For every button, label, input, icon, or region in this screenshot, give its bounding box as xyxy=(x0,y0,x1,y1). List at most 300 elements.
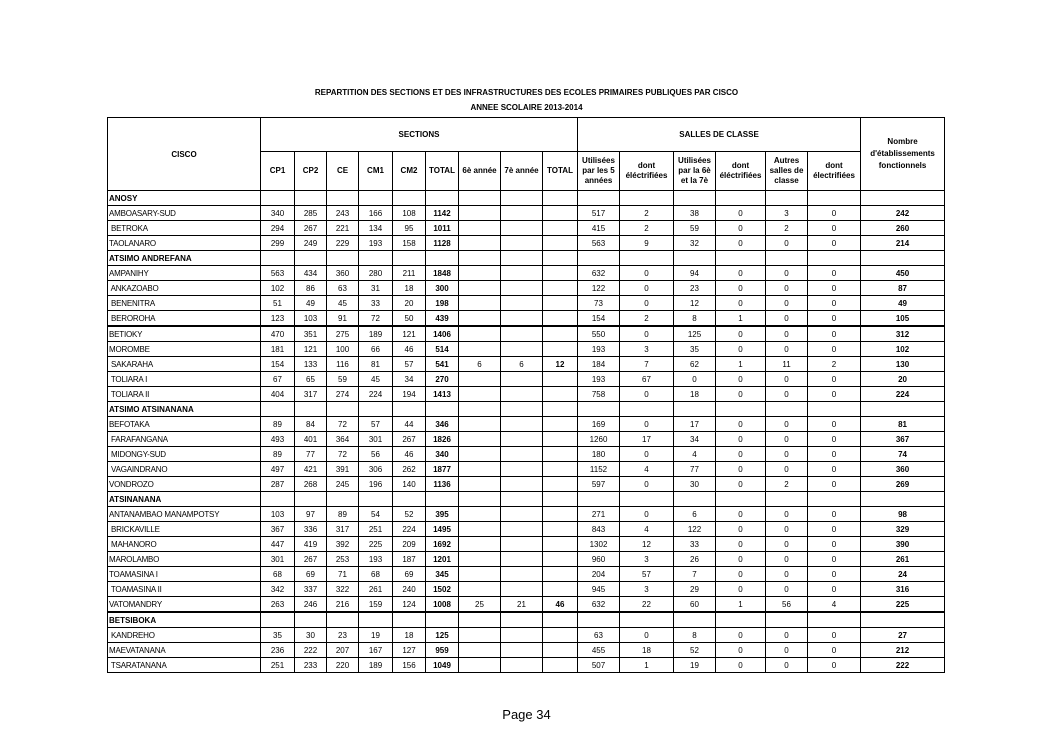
empty-cell xyxy=(620,492,674,507)
value-cell: 0 xyxy=(716,372,766,387)
value-cell: 8 xyxy=(674,311,716,327)
value-cell: 68 xyxy=(359,567,393,582)
empty-cell xyxy=(426,612,459,628)
value-cell: 280 xyxy=(359,266,393,281)
region-row xyxy=(108,402,945,417)
value-cell: 1692 xyxy=(426,537,459,552)
value-cell: 0 xyxy=(716,628,766,643)
value-cell xyxy=(543,342,578,357)
value-cell: 563 xyxy=(578,236,620,251)
value-cell: 233 xyxy=(295,658,327,673)
value-cell xyxy=(543,462,578,477)
value-cell: 960 xyxy=(578,552,620,567)
empty-cell xyxy=(766,251,808,266)
value-cell: 35 xyxy=(674,342,716,357)
value-cell: 336 xyxy=(295,522,327,537)
empty-cell xyxy=(359,612,393,628)
value-cell: 54 xyxy=(359,507,393,522)
empty-cell xyxy=(861,251,945,266)
value-cell: 225 xyxy=(861,597,945,613)
value-cell: 0 xyxy=(808,582,861,597)
value-cell xyxy=(543,236,578,251)
value-cell: 77 xyxy=(295,447,327,462)
value-cell: 0 xyxy=(620,507,674,522)
value-cell: 224 xyxy=(359,387,393,402)
empty-cell xyxy=(766,191,808,206)
empty-cell xyxy=(295,191,327,206)
empty-cell xyxy=(620,612,674,628)
value-cell: 89 xyxy=(261,417,295,432)
value-cell: 46 xyxy=(393,447,426,462)
value-cell: 249 xyxy=(295,236,327,251)
value-cell: 116 xyxy=(327,357,359,372)
value-cell: 35 xyxy=(261,628,295,643)
value-cell: 1008 xyxy=(426,597,459,613)
value-cell: 121 xyxy=(295,342,327,357)
value-cell xyxy=(459,447,501,462)
value-cell: 0 xyxy=(716,387,766,402)
value-cell: 4 xyxy=(620,462,674,477)
empty-cell xyxy=(578,191,620,206)
value-cell xyxy=(459,537,501,552)
value-cell: 19 xyxy=(359,628,393,643)
value-cell xyxy=(543,206,578,221)
value-cell: 0 xyxy=(766,552,808,567)
value-cell: 1302 xyxy=(578,537,620,552)
value-cell: 1128 xyxy=(426,236,459,251)
value-cell xyxy=(543,432,578,447)
value-cell: 360 xyxy=(327,266,359,281)
value-cell: 220 xyxy=(327,658,359,673)
value-cell: 21 xyxy=(501,597,543,613)
empty-cell xyxy=(808,251,861,266)
value-cell: 24 xyxy=(861,567,945,582)
value-cell: 59 xyxy=(327,372,359,387)
empty-cell xyxy=(426,402,459,417)
region-row xyxy=(108,191,945,206)
value-cell: 0 xyxy=(808,658,861,673)
value-cell: 100 xyxy=(327,342,359,357)
value-cell: 1011 xyxy=(426,221,459,236)
value-cell: 0 xyxy=(808,311,861,327)
empty-cell xyxy=(620,191,674,206)
empty-cell xyxy=(327,191,359,206)
value-cell: 225 xyxy=(359,537,393,552)
empty-cell xyxy=(393,251,426,266)
empty-cell xyxy=(501,251,543,266)
value-cell: 45 xyxy=(327,296,359,311)
value-cell: 0 xyxy=(808,221,861,236)
subheader-cell: Utilisées par les 5 années xyxy=(578,152,620,191)
region-name: ATSINANANA xyxy=(108,492,261,507)
value-cell: 342 xyxy=(261,582,295,597)
value-cell: 103 xyxy=(295,311,327,327)
table-row xyxy=(108,236,945,251)
value-cell: 134 xyxy=(359,221,393,236)
value-cell: 1 xyxy=(716,357,766,372)
empty-cell xyxy=(543,251,578,266)
empty-cell xyxy=(620,251,674,266)
value-cell: 0 xyxy=(716,552,766,567)
value-cell: 945 xyxy=(578,582,620,597)
region-name: ANOSY xyxy=(108,191,261,206)
region-name: ATSIMO ATSINANANA xyxy=(108,402,261,417)
value-cell: 0 xyxy=(808,462,861,477)
value-cell: 0 xyxy=(620,628,674,643)
empty-cell xyxy=(393,492,426,507)
value-cell: 0 xyxy=(766,266,808,281)
header-cisco: CISCO xyxy=(108,118,261,191)
value-cell: 0 xyxy=(716,658,766,673)
value-cell: 345 xyxy=(426,567,459,582)
value-cell xyxy=(501,537,543,552)
value-cell xyxy=(501,462,543,477)
value-cell: 0 xyxy=(716,342,766,357)
value-cell: 287 xyxy=(261,477,295,492)
value-cell: 0 xyxy=(766,522,808,537)
value-cell xyxy=(543,221,578,236)
value-cell: 94 xyxy=(674,266,716,281)
value-cell: 72 xyxy=(327,447,359,462)
value-cell: 0 xyxy=(620,477,674,492)
value-cell: 0 xyxy=(808,537,861,552)
empty-cell xyxy=(543,402,578,417)
value-cell: 189 xyxy=(359,326,393,342)
table-row xyxy=(108,582,945,597)
value-cell: 0 xyxy=(766,326,808,342)
cisco-name: BRICKAVILLE xyxy=(108,522,261,537)
value-cell: 0 xyxy=(808,417,861,432)
value-cell xyxy=(459,658,501,673)
empty-cell xyxy=(578,251,620,266)
value-cell: 517 xyxy=(578,206,620,221)
value-cell: 843 xyxy=(578,522,620,537)
value-cell: 0 xyxy=(716,206,766,221)
empty-cell xyxy=(327,402,359,417)
value-cell: 17 xyxy=(620,432,674,447)
value-cell xyxy=(501,477,543,492)
value-cell: 209 xyxy=(393,537,426,552)
value-cell: 11 xyxy=(766,357,808,372)
value-cell: 0 xyxy=(716,326,766,342)
value-cell: 0 xyxy=(808,507,861,522)
value-cell: 222 xyxy=(861,658,945,673)
value-cell xyxy=(543,477,578,492)
value-cell: 17 xyxy=(674,417,716,432)
value-cell: 0 xyxy=(808,432,861,447)
value-cell: 0 xyxy=(716,221,766,236)
value-cell: 0 xyxy=(766,342,808,357)
value-cell: 270 xyxy=(426,372,459,387)
value-cell: 1502 xyxy=(426,582,459,597)
value-cell: 0 xyxy=(620,296,674,311)
value-cell xyxy=(501,311,543,327)
value-cell: 360 xyxy=(861,462,945,477)
value-cell xyxy=(501,643,543,658)
value-cell xyxy=(501,552,543,567)
value-cell: 3 xyxy=(620,552,674,567)
region-name: ATSIMO ANDREFANA xyxy=(108,251,261,266)
value-cell: 2 xyxy=(766,221,808,236)
value-cell xyxy=(501,372,543,387)
value-cell: 57 xyxy=(393,357,426,372)
value-cell: 306 xyxy=(359,462,393,477)
empty-cell xyxy=(501,191,543,206)
value-cell: 224 xyxy=(861,387,945,402)
value-cell xyxy=(459,342,501,357)
value-cell: 351 xyxy=(295,326,327,342)
empty-cell xyxy=(543,612,578,628)
value-cell: 103 xyxy=(261,507,295,522)
value-cell: 0 xyxy=(808,567,861,582)
empty-cell xyxy=(261,612,295,628)
table-row xyxy=(108,477,945,492)
value-cell: 125 xyxy=(426,628,459,643)
table-row xyxy=(108,326,945,342)
empty-cell xyxy=(393,191,426,206)
value-cell: 26 xyxy=(674,552,716,567)
table-row xyxy=(108,206,945,221)
value-cell: 18 xyxy=(620,643,674,658)
value-cell: 0 xyxy=(766,387,808,402)
value-cell xyxy=(543,537,578,552)
value-cell: 1 xyxy=(716,311,766,327)
value-cell xyxy=(459,417,501,432)
value-cell: 19 xyxy=(674,658,716,673)
empty-cell xyxy=(426,191,459,206)
value-cell: 493 xyxy=(261,432,295,447)
value-cell: 29 xyxy=(674,582,716,597)
value-cell: 0 xyxy=(716,537,766,552)
value-cell: 271 xyxy=(578,507,620,522)
value-cell: 262 xyxy=(393,462,426,477)
value-cell: 0 xyxy=(808,326,861,342)
value-cell xyxy=(459,628,501,643)
value-cell: 0 xyxy=(766,417,808,432)
header-sections: SECTIONS xyxy=(261,118,578,152)
value-cell: 212 xyxy=(861,643,945,658)
value-cell: 0 xyxy=(716,281,766,296)
value-cell: 108 xyxy=(393,206,426,221)
value-cell xyxy=(459,477,501,492)
value-cell: 7 xyxy=(620,357,674,372)
value-cell: 23 xyxy=(327,628,359,643)
value-cell: 274 xyxy=(327,387,359,402)
value-cell: 194 xyxy=(393,387,426,402)
value-cell: 33 xyxy=(359,296,393,311)
table-row xyxy=(108,597,945,613)
value-cell: 62 xyxy=(674,357,716,372)
value-cell: 597 xyxy=(578,477,620,492)
value-cell: 329 xyxy=(861,522,945,537)
value-cell: 184 xyxy=(578,357,620,372)
value-cell xyxy=(459,432,501,447)
table-row xyxy=(108,658,945,673)
value-cell: 0 xyxy=(620,266,674,281)
value-cell: 57 xyxy=(620,567,674,582)
value-cell: 0 xyxy=(766,432,808,447)
value-cell xyxy=(501,266,543,281)
region-name: BETSIBOKA xyxy=(108,612,261,628)
value-cell: 4 xyxy=(808,597,861,613)
value-cell: 0 xyxy=(808,296,861,311)
value-cell xyxy=(459,206,501,221)
value-cell: 1136 xyxy=(426,477,459,492)
value-cell: 267 xyxy=(393,432,426,447)
value-cell: 395 xyxy=(426,507,459,522)
value-cell: 300 xyxy=(426,281,459,296)
value-cell: 69 xyxy=(393,567,426,582)
value-cell: 84 xyxy=(295,417,327,432)
value-cell xyxy=(543,266,578,281)
empty-cell xyxy=(766,612,808,628)
value-cell xyxy=(543,417,578,432)
subheader-cell: Utilisées par la 6è et la 7è xyxy=(674,152,716,191)
value-cell: 391 xyxy=(327,462,359,477)
empty-cell xyxy=(295,612,327,628)
value-cell: 1 xyxy=(620,658,674,673)
value-cell: 261 xyxy=(359,582,393,597)
value-cell: 12 xyxy=(674,296,716,311)
value-cell: 0 xyxy=(808,447,861,462)
value-cell: 299 xyxy=(261,236,295,251)
value-cell: 340 xyxy=(426,447,459,462)
value-cell: 0 xyxy=(620,387,674,402)
value-cell: 181 xyxy=(261,342,295,357)
value-cell: 0 xyxy=(716,522,766,537)
value-cell: 65 xyxy=(295,372,327,387)
value-cell: 124 xyxy=(393,597,426,613)
table-row xyxy=(108,537,945,552)
value-cell: 140 xyxy=(393,477,426,492)
value-cell: 2 xyxy=(620,311,674,327)
empty-cell xyxy=(261,492,295,507)
value-cell: 507 xyxy=(578,658,620,673)
value-cell: 269 xyxy=(861,477,945,492)
value-cell: 67 xyxy=(620,372,674,387)
value-cell: 2 xyxy=(620,206,674,221)
value-cell: 632 xyxy=(578,266,620,281)
value-cell: 401 xyxy=(295,432,327,447)
value-cell: 30 xyxy=(674,477,716,492)
value-cell: 275 xyxy=(327,326,359,342)
value-cell: 169 xyxy=(578,417,620,432)
value-cell: 267 xyxy=(295,552,327,567)
value-cell xyxy=(543,552,578,567)
empty-cell xyxy=(674,191,716,206)
empty-cell xyxy=(359,191,393,206)
value-cell: 12 xyxy=(620,537,674,552)
value-cell: 0 xyxy=(808,281,861,296)
value-cell xyxy=(543,582,578,597)
value-cell: 67 xyxy=(261,372,295,387)
value-cell xyxy=(543,311,578,327)
empty-cell xyxy=(578,402,620,417)
value-cell xyxy=(459,462,501,477)
value-cell xyxy=(543,296,578,311)
value-cell xyxy=(501,582,543,597)
empty-cell xyxy=(501,612,543,628)
value-cell: 91 xyxy=(327,311,359,327)
value-cell: 434 xyxy=(295,266,327,281)
value-cell: 236 xyxy=(261,643,295,658)
value-cell: 268 xyxy=(295,477,327,492)
value-cell: 0 xyxy=(766,447,808,462)
value-cell: 89 xyxy=(327,507,359,522)
value-cell: 123 xyxy=(261,311,295,327)
value-cell: 81 xyxy=(359,357,393,372)
value-cell: 34 xyxy=(393,372,426,387)
value-cell xyxy=(501,628,543,643)
value-cell: 285 xyxy=(295,206,327,221)
value-cell: 95 xyxy=(393,221,426,236)
table-row xyxy=(108,643,945,658)
table-row xyxy=(108,342,945,357)
empty-cell xyxy=(766,402,808,417)
value-cell xyxy=(501,447,543,462)
value-cell: 6 xyxy=(501,357,543,372)
value-cell: 294 xyxy=(261,221,295,236)
value-cell: 56 xyxy=(766,597,808,613)
value-cell: 550 xyxy=(578,326,620,342)
value-cell: 72 xyxy=(359,311,393,327)
value-cell: 224 xyxy=(393,522,426,537)
cisco-name: TAOLANARO xyxy=(108,236,261,251)
value-cell: 0 xyxy=(716,567,766,582)
value-cell: 187 xyxy=(393,552,426,567)
value-cell: 316 xyxy=(861,582,945,597)
cisco-name: ANTANAMBAO MANAMPOTSY xyxy=(108,507,261,522)
value-cell: 0 xyxy=(716,432,766,447)
value-cell: 364 xyxy=(327,432,359,447)
value-cell: 222 xyxy=(295,643,327,658)
value-cell: 301 xyxy=(359,432,393,447)
cisco-name: BENENITRA xyxy=(108,296,261,311)
cisco-name: VONDROZO xyxy=(108,477,261,492)
value-cell: 0 xyxy=(808,552,861,567)
value-cell: 0 xyxy=(674,372,716,387)
value-cell: 193 xyxy=(359,552,393,567)
value-cell: 0 xyxy=(716,582,766,597)
value-cell: 242 xyxy=(861,206,945,221)
value-cell: 447 xyxy=(261,537,295,552)
value-cell: 470 xyxy=(261,326,295,342)
cisco-name: FARAFANGANA xyxy=(108,432,261,447)
value-cell: 221 xyxy=(327,221,359,236)
cisco-name: AMBOASARY-SUD xyxy=(108,206,261,221)
value-cell: 211 xyxy=(393,266,426,281)
value-cell: 0 xyxy=(808,628,861,643)
value-cell: 0 xyxy=(766,372,808,387)
empty-cell xyxy=(295,492,327,507)
value-cell: 46 xyxy=(543,597,578,613)
value-cell xyxy=(459,372,501,387)
value-cell xyxy=(501,236,543,251)
value-cell: 59 xyxy=(674,221,716,236)
subheader-cell: CM2 xyxy=(393,152,426,191)
value-cell: 3 xyxy=(620,342,674,357)
empty-cell xyxy=(543,492,578,507)
value-cell: 20 xyxy=(861,372,945,387)
value-cell: 105 xyxy=(861,311,945,327)
value-cell: 541 xyxy=(426,357,459,372)
value-cell: 34 xyxy=(674,432,716,447)
value-cell xyxy=(543,447,578,462)
value-cell: 204 xyxy=(578,567,620,582)
empty-cell xyxy=(261,191,295,206)
subheader-cell: dont éléctrifiées xyxy=(716,152,766,191)
value-cell: 0 xyxy=(766,658,808,673)
